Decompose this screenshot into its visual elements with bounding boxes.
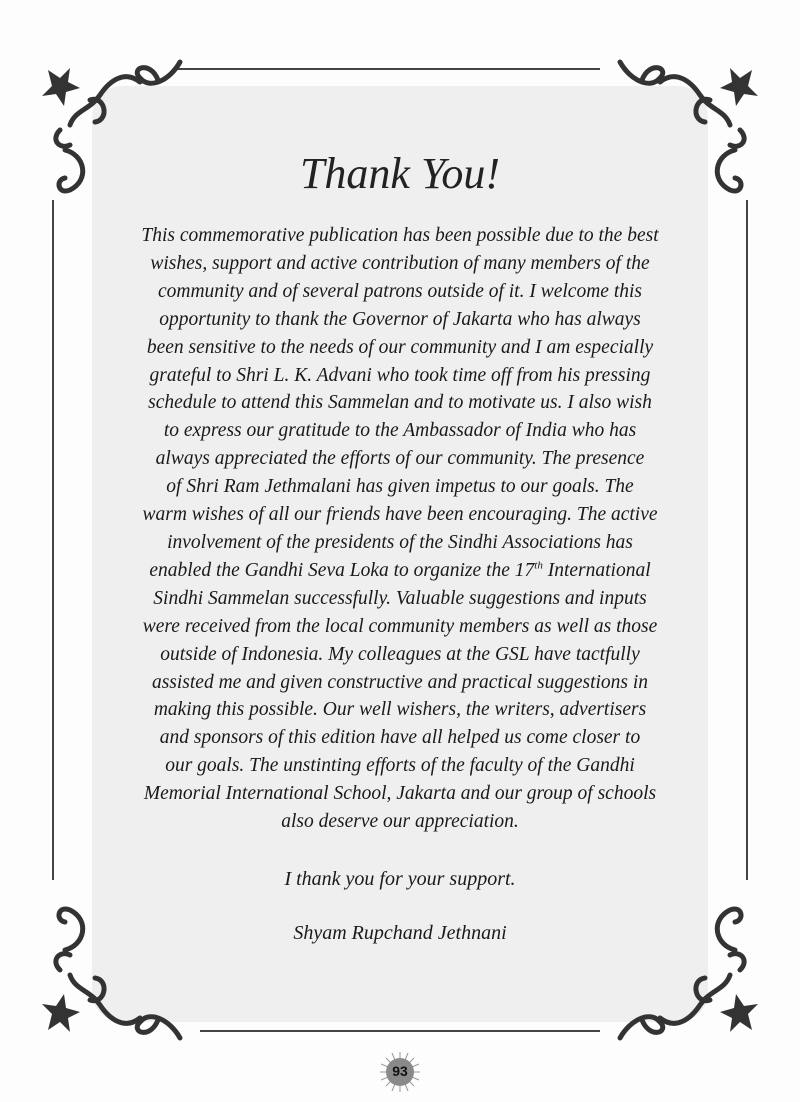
body-line: opportunity to thank the Governor of Jakarta who has always bbox=[159, 308, 641, 330]
body-line: been sensitive to the needs of our community and I am especially bbox=[146, 336, 654, 358]
page-number-badge bbox=[380, 1052, 420, 1092]
body-line-text: enabled the Gandhi Seva Loka to organize the 17 bbox=[149, 559, 535, 581]
ornament-bottom-right-icon bbox=[610, 890, 770, 1050]
body-line: making this possible. Our well wishers, the writers, advertisers bbox=[153, 699, 647, 721]
body-line: grateful to Shri L. K. Advani who took time off from his pressing bbox=[149, 364, 651, 386]
body-line: to express our gratitude to the Ambassador of India who has bbox=[163, 420, 637, 442]
body-text bbox=[100, 222, 700, 836]
closing-line: I thank you for your support. bbox=[284, 868, 516, 890]
body-line: and sponsors of this edition have all helped us come closer to bbox=[159, 727, 641, 749]
signature: Shyam Rupchand Jethnani bbox=[293, 922, 507, 944]
body-line: warm wishes of all our friends have been encouraging. The active bbox=[142, 504, 658, 526]
ordinal-suffix: th bbox=[534, 559, 543, 572]
ornament-bottom-left-icon bbox=[30, 890, 190, 1050]
frame-top-rule bbox=[178, 68, 600, 70]
body-line: schedule to attend this Sammelan and to motivate us. I also wish bbox=[148, 392, 652, 414]
body-line: our goals. The unstinting efforts of the faculty of the Gandhi bbox=[165, 755, 635, 777]
body-line: This commemorative publication has been possible due to the best bbox=[141, 225, 659, 246]
body-line: always appreciated the efforts of our community. The presence bbox=[155, 448, 645, 470]
page-number: 93 bbox=[392, 1063, 408, 1079]
body-line: community and of several patrons outside of it. I welcome this bbox=[157, 280, 642, 302]
body-line: Sindhi Sammelan successfully. Valuable suggestions and inputs bbox=[153, 587, 647, 609]
body-line: Memorial International School, Jakarta and our group of schools bbox=[143, 783, 657, 805]
frame-right-rule bbox=[746, 200, 748, 880]
body-line: outside of Indonesia. My colleagues at the GSL have tactfully bbox=[160, 643, 640, 665]
body-line: assisted me and given constructive and practical suggestions in bbox=[151, 671, 649, 693]
body-line: of Shri Ram Jethmalani has given impetus to our goals. The bbox=[166, 476, 634, 498]
page-title: Thank You! bbox=[299, 149, 501, 198]
body-line bbox=[100, 557, 700, 585]
body-line: were received from the local community members as well as those bbox=[142, 615, 658, 637]
frame-left-rule bbox=[52, 200, 54, 880]
body-line: wishes, support and active contribution of many members of the bbox=[150, 252, 650, 274]
frame-bottom-rule bbox=[200, 1030, 600, 1032]
body-line: also deserve our appreciation. bbox=[281, 811, 519, 833]
body-line-text: International bbox=[542, 559, 651, 581]
body-line: involvement of the presidents of the Sindhi Associations has bbox=[167, 531, 633, 553]
